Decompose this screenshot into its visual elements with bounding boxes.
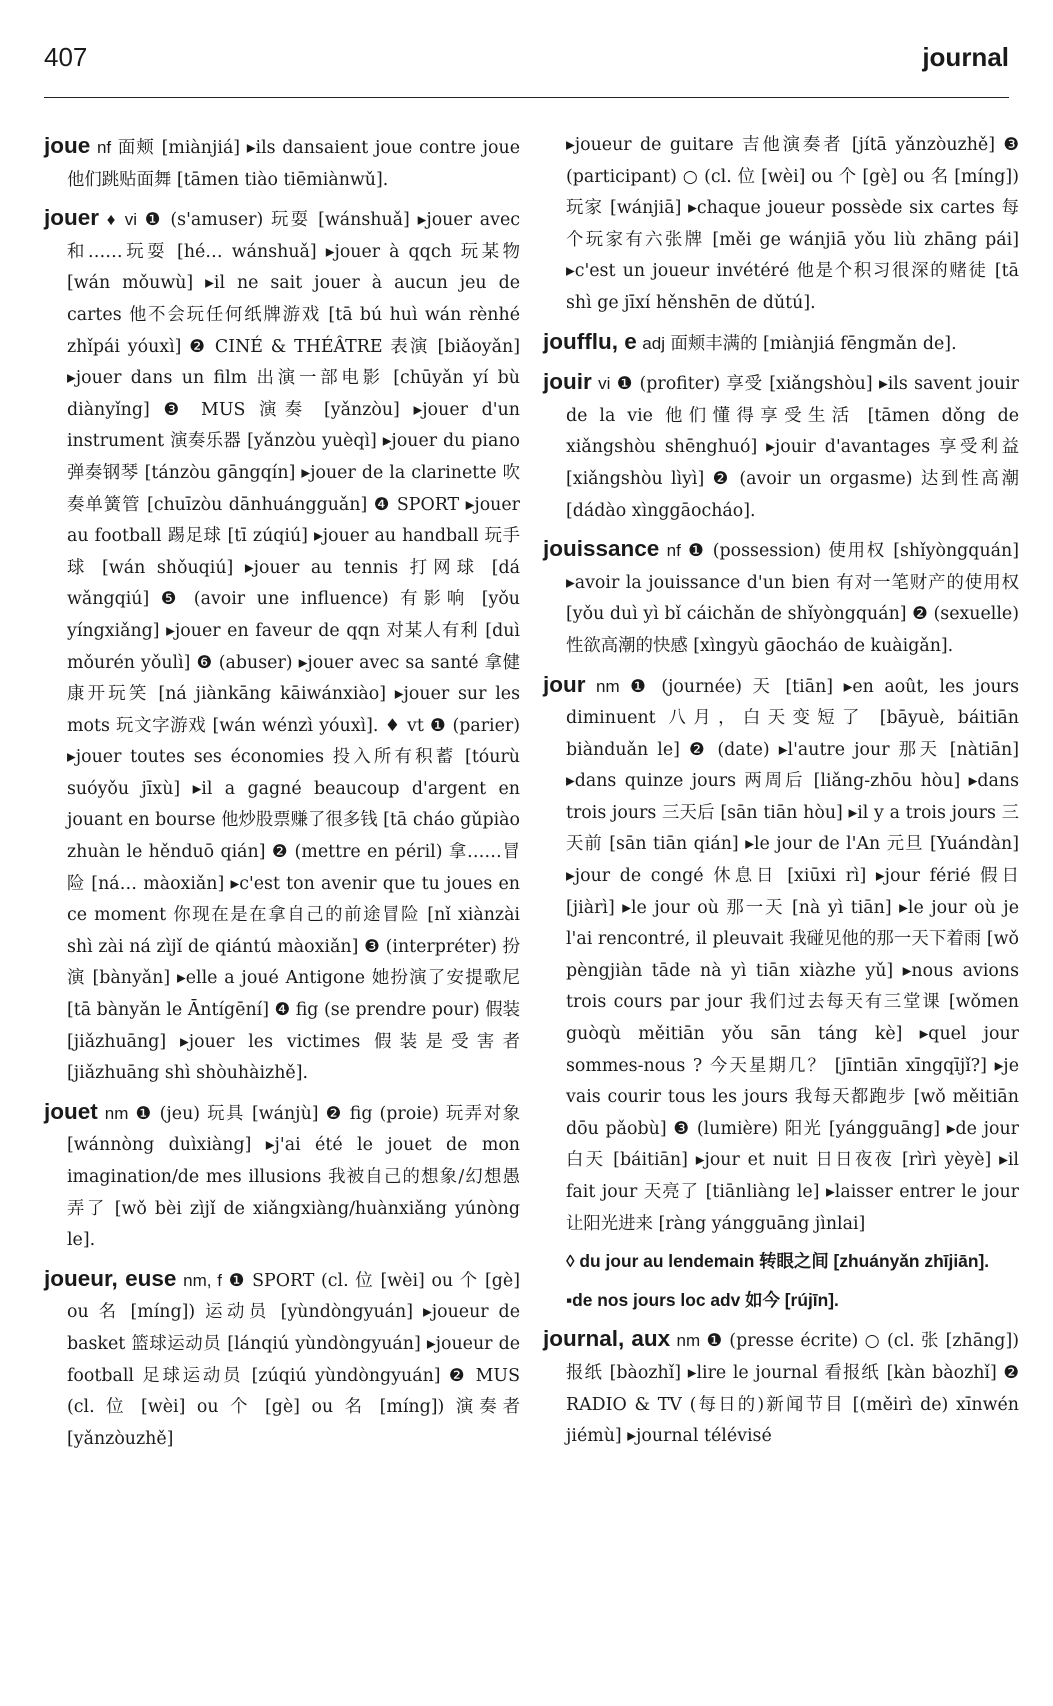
headword: journal, aux — [543, 1326, 671, 1352]
entry-body: ❶ (presse écrite) ○ (cl. 张 [zhāng]) 报纸 [bàozhǐ] ▸lire le journal 看报纸 [kàn bàozhǐ] ❷ RADIO & TV (每日的)新闻节目 [(měirì de) xīnwén jiémù] ▸journal télévisé — [566, 1331, 1020, 1447]
grammar-label: nm — [104, 1103, 129, 1123]
entry-body: ▸joueur de guitare 吉他演奏者 [jítā yǎnzòuzhě] ❸ (participant) ○ (cl. 位 [wèi] ou 个 [gè] ou 名 [míng]) 玩家 [wánjiā] ▸chaque joueur possède six cartes 每个玩家有六张牌 [měi ge wánjiā yǒu liù zhāng pái] ▸c'est un joueur invétéré 他是个积习很深的赌徒 [tā shì ge jīxí hěnshēn de dǔtú]. — [566, 135, 1019, 313]
headword: joufflu, e — [543, 328, 637, 354]
running-head: journal — [922, 42, 1009, 72]
entry-joueur-continued — [543, 130, 1019, 320]
entry-jour — [543, 669, 1019, 1241]
headword: jouer — [44, 205, 100, 231]
grammar-label: vi — [598, 374, 611, 394]
entry-body: ❶ (jeu) 玩具 [wánjù] ❷ fig (proie) 玩弄对象 [wánnòng duìxiàng] ▸j'ai été le jouet de mon imagination/de mes illusions 我被自己的想象/幻想愚弄了 [wǒ bèi zìjǐ de xiǎngxiàng/huànxiǎng yúnòng le]. — [67, 1103, 520, 1251]
grammar-label: nm, f — [183, 1270, 223, 1290]
entry-journal — [543, 1323, 1019, 1452]
entry-body: ❶ (profiter) 享受 [xiǎngshòu] ▸ils savent jouir de la vie 他们懂得享受生活 [tāmen dǒng de xiǎngshòu shēnghuó] ▸jouir d'avantages 享受利益 [xiǎngshòu lìyì] ❷ (avoir un orgasme) 达到性高潮 [dádào xìnggāocháo]. — [566, 374, 1019, 521]
entry-joufflu — [543, 326, 1019, 361]
entry-jour-idiom — [543, 1246, 1019, 1279]
grammar-label: nm — [676, 1331, 701, 1351]
idiom-line: ◊ du jour au lendemain 转眼之间 [zhuányǎn zhījiān]. — [566, 1251, 990, 1272]
entry-jouer — [44, 202, 520, 1090]
header-rule — [44, 97, 1009, 98]
entry-body: ❶ SPORT (cl. 位 [wèi] ou 个 [gè] ou 名 [míng]) 运动员 [yùndòngyuán] ▸joueur de basket 篮球运动员 [lánqiú yùndòngyuán] ▸joueur de football 足球运动员 [zúqiú yùndòngyuán] ❷ MUS (cl. 位 [wèi] ou 个 [gè] ou 名 [míng]) 演奏者 [yǎnzòuzhě] — [67, 1270, 520, 1449]
grammar-label: adj — [642, 333, 665, 353]
entry-jouir — [543, 366, 1019, 527]
entry-body: ❶ (possession) 使用权 [shǐyòngquán] ▸avoir la jouissance d'un bien 有对一笔财产的使用权 [yǒu duì yì bǐ cáichǎn de shǐyòngquán] ❷ (sexuelle) 性欲高潮的快感 [xìngyù gāocháo de kuàigǎn]. — [566, 541, 1019, 656]
entry-jouissance — [543, 533, 1019, 662]
entry-joueur — [44, 1263, 520, 1456]
headword: joueur, euse — [44, 1265, 177, 1291]
grammar-label: nm — [596, 676, 620, 696]
grammar-label: nf — [96, 138, 112, 157]
headword: jouissance — [543, 536, 660, 562]
headword: jouir — [543, 369, 592, 395]
entry-joue — [44, 130, 520, 196]
entry-body: ❶ (journée) 天 [tiān] ▸en août, les jours diminuent 八月，白天变短了 [bāyuè, báitiān biànduǎn le] ❷ (date) ▸l'autre jour 那天 [nàtiān] ▸dans quinze jours 两周后 [liǎng-zhōu hòu] ▸dans trois jours 三天后 [sān tiān hòu] ▸il y a trois jours 三天前 [sān tiān qián] ▸le jour de l'An 元旦 [Yuándàn] ▸jour de congé 休息日 [xiūxi rì] ▸jour férié 假日 [jiàrì] ▸le jour où 那一天 [nà yì tiān] ▸le jour où je l'ai rencontré, il pleuvait 我碰见他的那一天下着雨 [wǒ pèngjiàn tāde nà yì tiān xiàzhe yǔ] ▸nous avions trois cours par jour 我们过去每天有三堂课 [wǒmen guòqù měitiān yǒu sān táng kè] ▸quel jour sommes-nous ? 今天星期几？ [jīntiān xīngqījǐ?] ▸je vais courir tous les jours 我每天都跑步 [wǒ měitiān dōu pǎobù] ❸ (lumière) 阳光 [yángguāng] ▸de jour 白天 [báitiān] ▸jour et nuit 日日夜夜 [rìrì yèyè] ▸il fait jour 天亮了 [tiānliàng le] ▸laisser entrer le jour 让阳光进来 [ràng yángguāng jìnlai] — [566, 676, 1019, 1234]
entry-jouet — [44, 1096, 520, 1257]
page-header — [44, 42, 1009, 82]
headword: jouet — [44, 1098, 98, 1124]
headword: joue — [44, 133, 91, 158]
entry-body: ❶ (s'amuser) 玩耍 [wánshuǎ] ▸jouer avec 和……玩耍 [hé… wánshuǎ] ▸jouer à qqch 玩某物 [wán mǒuwù] ▸il ne sait jouer à aucun jeu de cartes 他不会玩任何纸牌游戏 [tā bú huì wán rènhé zhǐpái yóuxì] ❷ CINÉ & THÉÂTRE 表演 [biǎoyǎn] ▸jouer dans un film 出演一部电影 [chūyǎn yí bù diànyǐng] ❸ MUS 演奏 [yǎnzòu] ▸jouer d'un instrument 演奏乐器 [yǎnzòu yuèqì] ▸jouer du piano 弹奏钢琴 [tánzòu gāngqín] ▸jouer de la clarinette 吹奏单簧管 [chuīzòu dānhuángguǎn] ❹ SPORT ▸jouer au football 踢足球 [tī zúqiú] ▸jouer au handball 玩手球 [wán shǒuqiú] ▸jouer au tennis 打网球 [dá wǎngqiú] ❺ (avoir une influence) 有影响 [yǒu yíngxiǎng] ▸jouer en faveur de qqn 对某人有利 [duì mǒurén yǒulì] ❻ (abuser) ▸jouer avec sa santé 拿健康开玩笑 [ná jiànkāng kāiwánxiào] ▸jouer sur les mots 玩文字游戏 [wán wénzì yóuxì]. ♦ vt ❶ (parier) ▸jouer toutes ses économies 投入所有积蓄 [tóurù suóyǒu jīxù] ▸il a gagné beaucoup d'argent en jouant en bourse 他炒股票赚了很多钱 [tā cháo gǔpiào zhuàn le hěnduō qián] ❷ (mettre en péril) 拿……冒险 [ná… màoxiǎn] ▸c'est ton avenir que tu joues en ce moment 你现在是在拿自己的前途冒险 [nǐ xiànzài shì zài ná zìjǐ de qiántú màoxiǎn] ❸ (interpréter) 扮演 [bànyǎn] ▸elle a joué Antigone 她扮演了安提歌尼 [tā bànyǎn le Āntígēní] ❹ fig (se prendre pour) 假装 [jiǎzhuāng] ▸jouer les victimes 假装是受害者 [jiǎzhuāng shì shòuhàizhě]. — [67, 210, 520, 1084]
right-column — [543, 130, 1019, 1459]
page-number: 407 — [44, 42, 88, 72]
grammar-label: ♦ vi — [106, 210, 137, 230]
left-column — [44, 130, 520, 1461]
grammar-label: nf — [666, 541, 681, 561]
entry-body: 面颊丰满的 [miànjiá fēngmǎn de]. — [670, 333, 957, 354]
headword: jour — [543, 671, 586, 697]
locution-line: ▪de nos jours loc adv 如今 [rújīn]. — [566, 1289, 839, 1310]
entry-jour-locution — [543, 1285, 1019, 1318]
entry-body: 面颊 [miànjiá] ▸ils dansaient joue contre joue 他们跳贴面舞 [tāmen tiào tiēmiànwǔ]. — [67, 138, 521, 190]
